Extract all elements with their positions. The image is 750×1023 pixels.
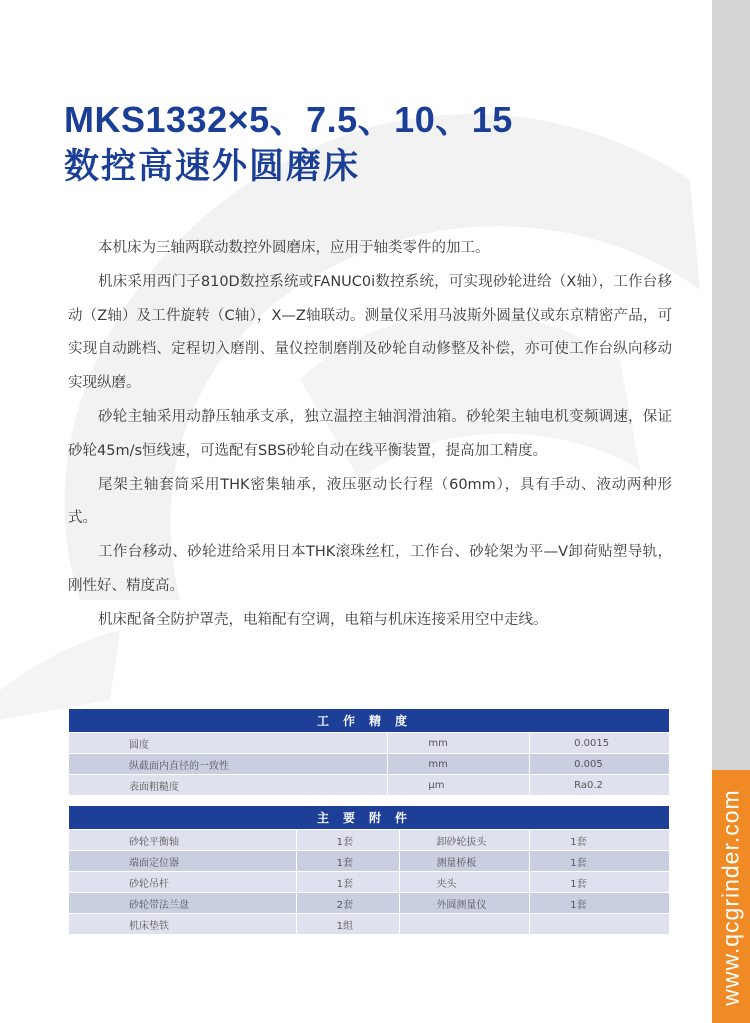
accessory-name: 夹头 xyxy=(400,872,530,893)
precision-item: 圆度 xyxy=(69,733,388,754)
table-row xyxy=(69,851,670,872)
precision-unit: μm xyxy=(388,775,530,796)
accessory-name: 砂轮吊杆 xyxy=(69,872,297,893)
paragraph: 机床配备全防护罩壳，电箱配有空调，电箱与机床连接采用空中走线。 xyxy=(98,611,548,628)
accessory-qty: 1套 xyxy=(296,851,400,872)
accessory-name: 机床垫铁 xyxy=(69,914,297,935)
accessory-name: 测量桥板 xyxy=(400,851,530,872)
accessory-qty: 1套 xyxy=(530,830,670,851)
table-row xyxy=(69,872,670,893)
table-row xyxy=(69,754,670,775)
table-row xyxy=(69,893,670,914)
accessory-name xyxy=(400,914,530,935)
website-url[interactable] xyxy=(713,785,749,1010)
accessory-qty xyxy=(530,914,670,935)
accessory-qty: 2套 xyxy=(296,893,400,914)
precision-unit: mm xyxy=(388,733,530,754)
accessory-qty: 1套 xyxy=(296,872,400,893)
precision-unit: mm xyxy=(388,754,530,775)
title-product: 数控高速外圆磨床 xyxy=(64,147,361,186)
accessory-qty: 1套 xyxy=(530,893,670,914)
accessory-name: 砂轮平衡轴 xyxy=(69,830,297,851)
title-model: MKS1332×5、7.5、10、15 xyxy=(64,99,513,140)
table-row xyxy=(69,914,670,935)
paragraph: 砂轮主轴采用动静压轴承支承，独立温控主轴润滑油箱。砂轮架主轴电机变频调速，保证砂轮45m/s恒线速，可选配有SBS砂轮自动在线平衡装置，提高加工精度。 xyxy=(68,408,672,459)
paragraph: 本机床为三轴两联动数控外圆磨床，应用于轴类零件的加工。 xyxy=(98,240,490,256)
website-text: www.qcgrinder.com xyxy=(717,789,744,1006)
precision-table xyxy=(68,708,670,796)
accessory-qty: 1套 xyxy=(296,830,400,851)
accessories-table-header: 主要附件 xyxy=(69,806,670,830)
accessory-name: 外圆测量仪 xyxy=(400,893,530,914)
accessory-name: 卸砂轮拔头 xyxy=(400,830,530,851)
table-row xyxy=(69,733,670,754)
precision-value: Ra0.2 xyxy=(530,775,670,796)
accessories-table xyxy=(68,805,670,935)
accessory-name: 端面定位器 xyxy=(69,851,297,872)
paragraph: 工作台移动、砂轮进给采用日本THK滚珠丝杠，工作台、砂轮架为平—V卸荷贴塑导轨，刚性好、精度高。 xyxy=(68,544,672,594)
description-body xyxy=(68,232,672,638)
table-row xyxy=(69,775,670,796)
paragraph: 机床采用西门子810D数控系统或FANUC0i数控系统，可实现砂轮进给（X轴），工作台移动（Z轴）及工件旋转（C轴），X—Z轴联动。测量仪采用马波斯外圆量仪或东京精密产品，可实现自动跳档、定程切入磨削、量仪控制磨削及砂轮自动修整及补偿，亦可使工作台纵向移动实现纵磨。 xyxy=(68,273,672,392)
accessory-qty: 1套 xyxy=(530,872,670,893)
precision-value: 0.0015 xyxy=(530,733,670,754)
precision-item: 表面粗糙度 xyxy=(69,775,388,796)
page-title xyxy=(64,96,513,190)
precision-value: 0.005 xyxy=(530,754,670,775)
precision-table-header: 工作精度 xyxy=(69,709,670,733)
precision-item: 纵截面内直径的一致性 xyxy=(69,754,388,775)
accessory-qty: 1套 xyxy=(530,851,670,872)
accessory-name: 砂轮带法兰盘 xyxy=(69,893,297,914)
table-row xyxy=(69,830,670,851)
paragraph: 尾架主轴套筒采用THK密集轴承，液压驱动长行程（60mm），具有手动、液动两种形式。 xyxy=(68,476,672,527)
accessory-qty: 1组 xyxy=(296,914,400,935)
